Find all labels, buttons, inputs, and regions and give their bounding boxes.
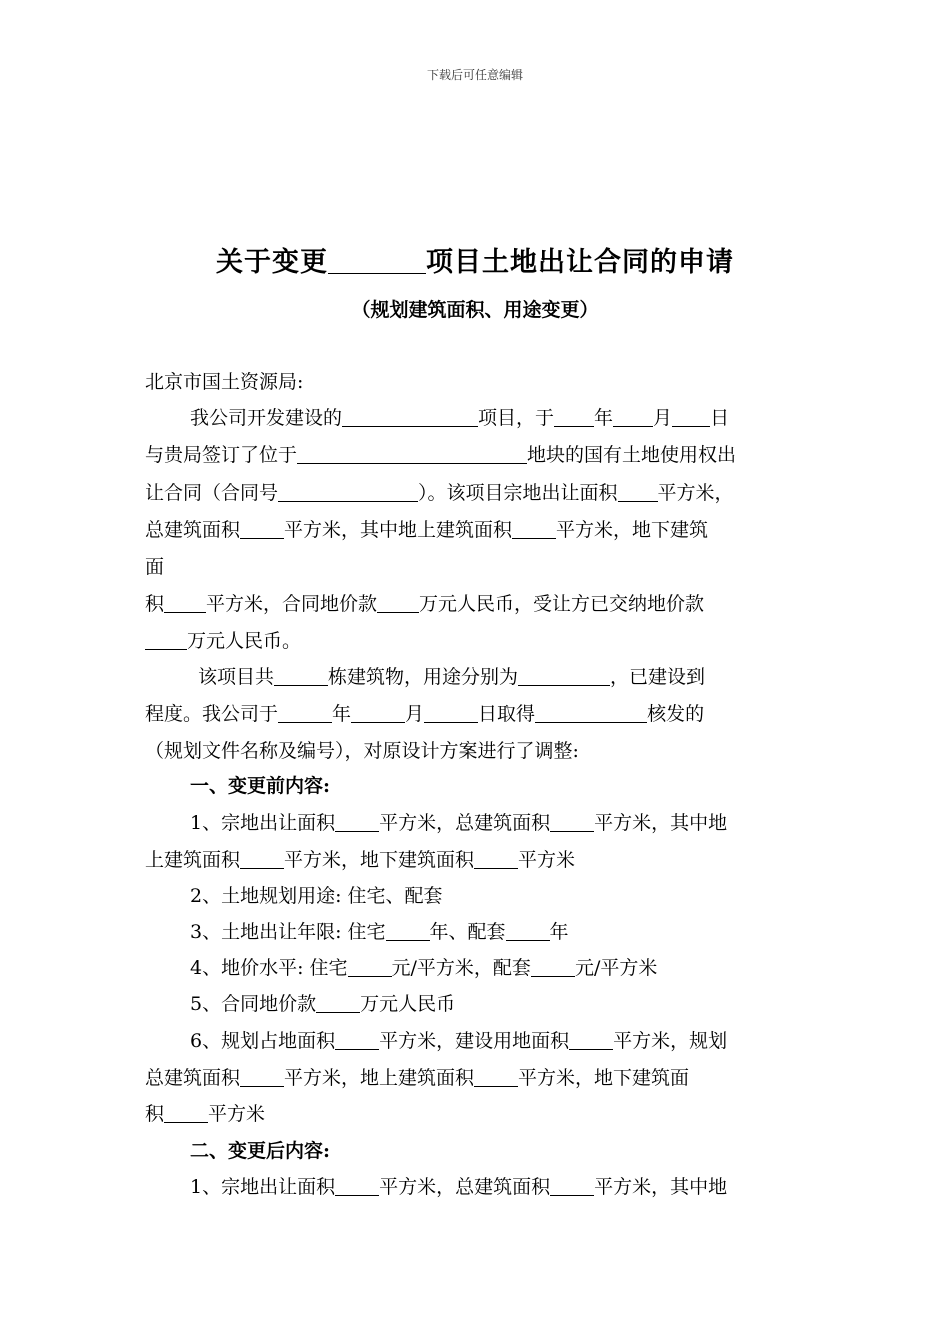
document-subtitle: （规划建筑面积、用途变更） (351, 299, 599, 321)
text: 积 (145, 1103, 165, 1125)
usage-blank[interactable] (518, 665, 610, 686)
text: 平方米，其中地上建筑面积 (284, 519, 513, 541)
text: 平方米，其中地 (594, 812, 728, 834)
text: 与贵局签订了位于 (145, 444, 298, 466)
underground-area-blank[interactable] (164, 592, 206, 613)
obtain-year-blank[interactable] (278, 702, 332, 723)
text: 平方米，地下建筑面积 (284, 849, 475, 871)
paragraph-2-line-1 (198, 664, 705, 690)
text: 年 (332, 703, 352, 725)
document-title (0, 240, 950, 279)
text: 平方米，建设用地面积 (379, 1030, 570, 1052)
text: 元/平方米 (574, 957, 658, 979)
text: 让合同（合同号 (145, 482, 279, 504)
title-blank[interactable] (328, 249, 426, 274)
obtain-month-blank[interactable] (351, 702, 405, 723)
blank[interactable] (531, 956, 575, 977)
before-item-1-cont (145, 847, 575, 873)
text: 年 (549, 921, 569, 943)
blank[interactable] (550, 1175, 594, 1196)
location-blank[interactable] (297, 443, 527, 464)
building-count-blank[interactable] (274, 665, 328, 686)
text: 平方米，合同地价款 (206, 593, 378, 615)
blank[interactable] (316, 992, 360, 1013)
text: 我公司开发建设的 (190, 407, 343, 429)
text: 5、合同地价款 (190, 993, 317, 1015)
text: 1、宗地出让面积 (190, 1176, 336, 1198)
before-item-4 (190, 955, 657, 981)
paragraph-1-line-5: 面 (145, 556, 165, 578)
text: 地块的国有土地使用权出 (527, 444, 737, 466)
text: 月 (653, 407, 673, 429)
text: 年 (594, 407, 614, 429)
blank[interactable] (335, 1029, 379, 1050)
text: 平方米，其中地 (594, 1176, 728, 1198)
text: 该项目共 (198, 666, 275, 688)
text: 月 (405, 703, 425, 725)
day-blank[interactable] (672, 406, 710, 427)
blank[interactable] (474, 1066, 518, 1087)
paragraph-1-line-7 (145, 628, 301, 654)
text: 平方米 (518, 849, 576, 871)
text: 6、规划占地面积 (190, 1030, 336, 1052)
text: 平方米 (208, 1103, 266, 1125)
text: 万元人民币，受让方已交纳地价款 (419, 593, 705, 615)
blank[interactable] (386, 920, 430, 941)
text: 日 (710, 407, 730, 429)
project-name-blank[interactable] (342, 406, 478, 427)
before-item-6-cont-2 (145, 1101, 265, 1127)
before-item-3 (190, 919, 569, 945)
above-ground-area-blank[interactable] (512, 518, 556, 539)
before-item-6-cont (145, 1065, 689, 1091)
title-part-2: 项目土地出让合同的申请 (426, 247, 734, 278)
total-floor-area-blank[interactable] (240, 518, 284, 539)
section-after-heading: 二、变更后内容: (190, 1140, 331, 1162)
text: 栋建筑物，用途分别为 (328, 666, 519, 688)
text: 程度。我公司于 (145, 703, 279, 725)
issuing-authority-blank[interactable] (535, 702, 647, 723)
blank[interactable] (335, 1175, 379, 1196)
blank[interactable] (240, 848, 284, 869)
text: 1、宗地出让面积 (190, 812, 336, 834)
text: 上建筑面积 (145, 849, 241, 871)
paragraph-2-line-3: （规划文件名称及编号），对原设计方案进行了调整: (145, 740, 579, 762)
blank[interactable] (550, 811, 594, 832)
text: ，已建设到 (610, 666, 706, 688)
contract-number-blank[interactable] (278, 481, 418, 502)
blank[interactable] (164, 1102, 208, 1123)
text: 元/平方米，配套 (391, 957, 531, 979)
text: 4、地价水平: 住宅 (190, 957, 348, 979)
before-item-1 (190, 810, 727, 836)
blank[interactable] (335, 811, 379, 832)
blank[interactable] (569, 1029, 613, 1050)
text: 3、土地出让年限: 住宅 (190, 921, 386, 943)
text: 平方米，总建筑面积 (379, 812, 551, 834)
site-area-blank[interactable] (618, 481, 658, 502)
before-item-6 (190, 1028, 727, 1054)
text: ）。该项目宗地出让面积 (418, 482, 618, 504)
paragraph-1-line-1 (190, 405, 729, 431)
text: 平方米， (657, 482, 734, 504)
text: 平方米，规划 (613, 1030, 728, 1052)
text: 平方米，地上建筑面积 (284, 1067, 475, 1089)
year-blank[interactable] (554, 406, 594, 427)
month-blank[interactable] (613, 406, 653, 427)
text: 平方米，总建筑面积 (379, 1176, 551, 1198)
page-header: 下载后可任意编辑 (426, 68, 523, 82)
title-part-1: 关于变更 (216, 247, 328, 278)
before-item-2: 2、土地规划用途: 住宅、配套 (190, 885, 443, 907)
paragraph-1-line-4 (145, 517, 708, 543)
text: 平方米，地下建筑 (556, 519, 709, 541)
after-item-1 (190, 1174, 727, 1200)
text: 年、配套 (429, 921, 506, 943)
paragraph-1-line-2 (145, 442, 736, 468)
text: 万元人民币。 (187, 630, 302, 652)
text: 万元人民币 (360, 993, 456, 1015)
text: 核发的 (647, 703, 705, 725)
text: 平方米，地下建筑面 (518, 1067, 690, 1089)
paragraph-1-line-6 (145, 591, 704, 617)
before-item-5 (190, 991, 455, 1017)
blank[interactable] (474, 848, 518, 869)
text: 总建筑面积 (145, 1067, 241, 1089)
paid-price-blank[interactable] (145, 629, 187, 650)
obtain-day-blank[interactable] (424, 702, 478, 723)
text: 积 (145, 593, 165, 615)
blank[interactable] (506, 920, 550, 941)
paragraph-2-line-2 (145, 701, 704, 727)
text: 项目，于 (478, 407, 555, 429)
blank[interactable] (240, 1066, 284, 1087)
paragraph-1-line-3 (145, 480, 734, 506)
text: 总建筑面积 (145, 519, 241, 541)
contract-price-blank[interactable] (377, 592, 419, 613)
section-before-heading: 一、变更前内容: (190, 775, 331, 797)
addressee: 北京市国土资源局: (145, 371, 304, 393)
blank[interactable] (348, 956, 392, 977)
text: 日取得 (478, 703, 536, 725)
